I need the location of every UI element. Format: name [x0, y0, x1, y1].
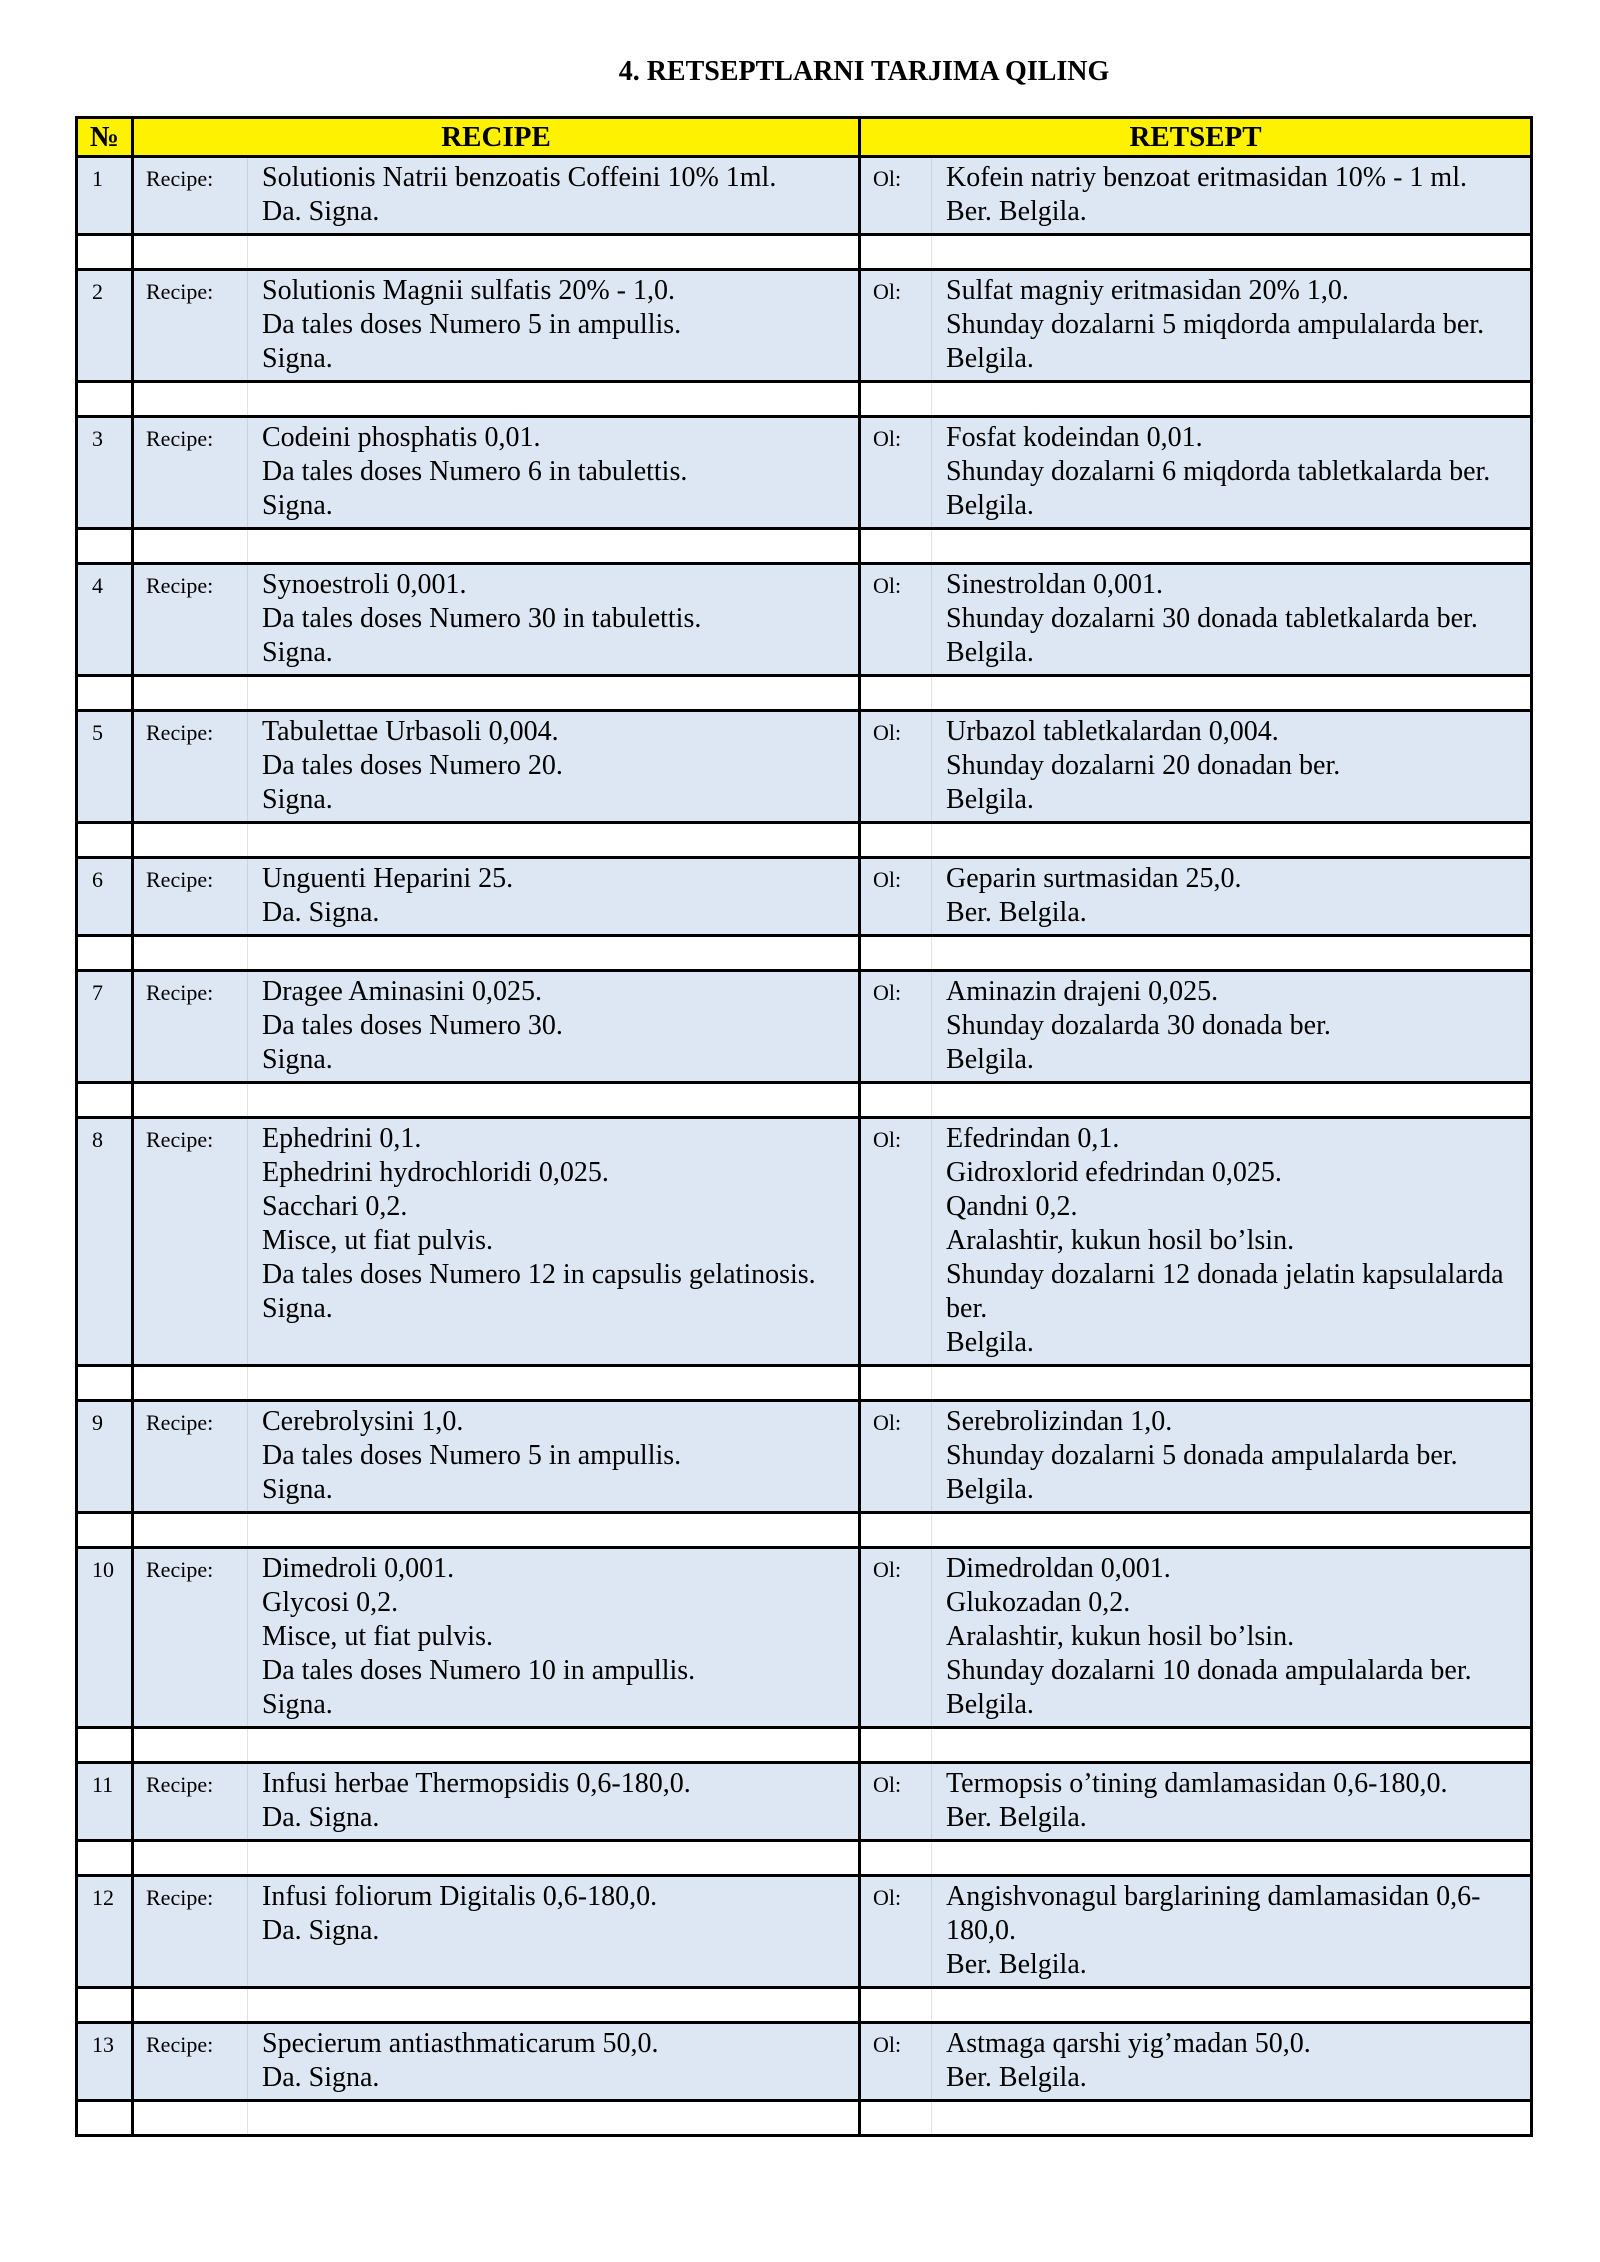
- recipe-line: Solutionis Magnii sulfatis 20% - 1,0.: [262, 275, 675, 306]
- page-title: 4. RETSEPTLARNI TARJIMA QILING: [618, 56, 1110, 87]
- empty-cell: [133, 235, 248, 270]
- table-row: [77, 2023, 1532, 2101]
- recipe-text: [248, 157, 860, 235]
- table-row: [77, 1548, 1532, 1728]
- empty-cell: [248, 529, 860, 564]
- empty-cell: [860, 1083, 932, 1118]
- empty-cell: [248, 823, 860, 858]
- table-row: [77, 417, 1532, 529]
- retsept-line: Aminazin drajeni 0,025.: [946, 976, 1219, 1007]
- retsept-line: Belgila.: [946, 1327, 1034, 1358]
- spacer-row: [77, 382, 1532, 417]
- retsept-line: Sulfat magniy eritmasidan 20% 1,0.: [946, 275, 1349, 306]
- empty-cell: [133, 2101, 248, 2136]
- retsept-line: Belgila.: [946, 1689, 1034, 1720]
- recipe-line: Da. Signa.: [262, 897, 380, 928]
- row-number: 2: [77, 270, 133, 382]
- retsept-line: Shunday dozalarni 5 miqdorda ampulalarda ber.: [946, 309, 1485, 340]
- empty-cell: [932, 676, 1532, 711]
- empty-cell: [932, 2101, 1532, 2136]
- recipe-line: Signa.: [262, 1689, 333, 1720]
- empty-cell: [860, 823, 932, 858]
- retsept-label: Ol:: [860, 711, 932, 823]
- retsept-line: Aralashtir, kukun hosil bo’lsin.: [946, 1225, 1295, 1256]
- recipe-line: Solutionis Natrii benzoatis Coffeini 10% 1ml.: [262, 162, 777, 193]
- retsept-line: Dimedroldan 0,001.: [946, 1553, 1171, 1584]
- header-number: №: [77, 118, 133, 157]
- spacer-row: [77, 823, 1532, 858]
- empty-cell: [133, 676, 248, 711]
- retsept-line: Gidroxlorid efedrindan 0,025.: [946, 1157, 1282, 1188]
- recipe-line: Specierum antiasthmaticarum 50,0.: [262, 2028, 659, 2059]
- recipe-line: Sacchari 0,2.: [262, 1191, 408, 1222]
- recipe-line: Da tales doses Numero 6 in tabulettis.: [262, 456, 688, 487]
- empty-cell: [77, 823, 133, 858]
- retsept-line: Belgila.: [946, 1044, 1034, 1075]
- empty-cell: [860, 382, 932, 417]
- recipe-label: Recipe:: [133, 858, 248, 936]
- empty-cell: [248, 1083, 860, 1118]
- recipe-label: Recipe:: [133, 417, 248, 529]
- recipe-label: Recipe:: [133, 1876, 248, 1988]
- recipe-line: Ephedrini hydrochloridi 0,025.: [262, 1157, 609, 1188]
- retsept-line: Fosfat kodeindan 0,01.: [946, 422, 1203, 453]
- empty-cell: [248, 2101, 860, 2136]
- empty-cell: [133, 936, 248, 971]
- empty-cell: [77, 1366, 133, 1401]
- recipe-line: Da tales doses Numero 12 in capsulis gelatinosis.: [262, 1259, 816, 1290]
- retsept-text: [932, 2023, 1532, 2101]
- retsept-line: Efedrindan 0,1.: [946, 1123, 1120, 1154]
- spacer-row: [77, 2101, 1532, 2136]
- recipe-line: Signa.: [262, 784, 333, 815]
- empty-cell: [133, 1083, 248, 1118]
- recipe-line: Da. Signa.: [262, 196, 380, 227]
- empty-cell: [248, 1728, 860, 1763]
- retsept-line: Termopsis o’tining damlamasidan 0,6-180,0.: [946, 1768, 1448, 1799]
- recipe-label: Recipe:: [133, 2023, 248, 2101]
- empty-cell: [77, 676, 133, 711]
- empty-cell: [133, 1366, 248, 1401]
- recipe-text: [248, 1548, 860, 1728]
- table-row: [77, 270, 1532, 382]
- recipe-line: Da tales doses Numero 30.: [262, 1010, 563, 1041]
- empty-cell: [932, 529, 1532, 564]
- retsept-line: Aralashtir, kukun hosil bo’lsin.: [946, 1621, 1295, 1652]
- empty-cell: [860, 1841, 932, 1876]
- retsept-line: Shunday dozalarni 5 donada ampulalarda ber.: [946, 1440, 1458, 1471]
- empty-cell: [133, 823, 248, 858]
- empty-cell: [860, 676, 932, 711]
- spacer-row: [77, 235, 1532, 270]
- retsept-line: Ber. Belgila.: [946, 196, 1087, 227]
- recipe-text: [248, 1763, 860, 1841]
- empty-cell: [932, 382, 1532, 417]
- recipe-text: [248, 2023, 860, 2101]
- row-number: 12: [77, 1876, 133, 1988]
- retsept-line: Sinestroldan 0,001.: [946, 569, 1164, 600]
- row-number: 3: [77, 417, 133, 529]
- row-number: 13: [77, 2023, 133, 2101]
- empty-cell: [77, 1513, 133, 1548]
- recipe-line: Signa.: [262, 343, 333, 374]
- spacer-row: [77, 1083, 1532, 1118]
- retsept-text: [932, 157, 1532, 235]
- retsept-line: Geparin surtmasidan 25,0.: [946, 863, 1242, 894]
- retsept-text: [932, 270, 1532, 382]
- retsept-label: Ol:: [860, 971, 932, 1083]
- recipe-line: Signa.: [262, 637, 333, 668]
- recipe-line: Unguenti Heparini 25.: [262, 863, 514, 894]
- recipe-line: Da. Signa.: [262, 1802, 380, 1833]
- retsept-line: Shunday dozalarni 6 miqdorda tabletkalarda ber.: [946, 456, 1491, 487]
- retsept-line: Belgila.: [946, 637, 1034, 668]
- recipe-line: Signa.: [262, 1474, 333, 1505]
- row-number: 5: [77, 711, 133, 823]
- spacer-row: [77, 1988, 1532, 2023]
- empty-cell: [77, 235, 133, 270]
- retsept-line: Shunday dozalarni 12 donada jelatin kapsulalarda ber.: [946, 1259, 1504, 1324]
- recipe-text: [248, 270, 860, 382]
- empty-cell: [932, 1366, 1532, 1401]
- empty-cell: [932, 936, 1532, 971]
- retsept-label: Ol:: [860, 2023, 932, 2101]
- recipe-text: [248, 711, 860, 823]
- retsept-line: Qandni 0,2.: [946, 1191, 1078, 1222]
- empty-cell: [932, 1841, 1532, 1876]
- retsept-line: Urbazol tabletkalardan 0,004.: [946, 716, 1279, 747]
- row-number: 8: [77, 1118, 133, 1366]
- retsept-label: Ol:: [860, 1876, 932, 1988]
- empty-cell: [932, 1988, 1532, 2023]
- retsept-text: [932, 711, 1532, 823]
- table-row: [77, 1118, 1532, 1366]
- empty-cell: [248, 1513, 860, 1548]
- recipe-label: Recipe:: [133, 1763, 248, 1841]
- recipe-label: Recipe:: [133, 971, 248, 1083]
- retsept-text: [932, 417, 1532, 529]
- empty-cell: [77, 1988, 133, 2023]
- empty-cell: [133, 529, 248, 564]
- empty-cell: [932, 1083, 1532, 1118]
- recipe-line: Infusi herbae Thermopsidis 0,6-180,0.: [262, 1768, 691, 1799]
- table-row: [77, 1401, 1532, 1513]
- empty-cell: [77, 1083, 133, 1118]
- retsept-line: Ber. Belgila.: [946, 1949, 1087, 1980]
- recipe-line: Da tales doses Numero 20.: [262, 750, 563, 781]
- spacer-row: [77, 529, 1532, 564]
- retsept-text: [932, 1876, 1532, 1988]
- empty-cell: [860, 2101, 932, 2136]
- retsept-line: Belgila.: [946, 1474, 1034, 1505]
- row-number: 9: [77, 1401, 133, 1513]
- row-number: 7: [77, 971, 133, 1083]
- empty-cell: [77, 529, 133, 564]
- empty-cell: [133, 1513, 248, 1548]
- recipe-label: Recipe:: [133, 270, 248, 382]
- spacer-row: [77, 936, 1532, 971]
- recipe-line: Da tales doses Numero 30 in tabulettis.: [262, 603, 702, 634]
- header-row: [77, 118, 1532, 157]
- empty-cell: [932, 1513, 1532, 1548]
- table-row: [77, 858, 1532, 936]
- retsept-label: Ol:: [860, 157, 932, 235]
- retsept-line: Serebrolizindan 1,0.: [946, 1406, 1173, 1437]
- recipe-text: [248, 1876, 860, 1988]
- table-row: [77, 1876, 1532, 1988]
- row-number: 10: [77, 1548, 133, 1728]
- recipe-label: Recipe:: [133, 1548, 248, 1728]
- recipe-line: Da. Signa.: [262, 2062, 380, 2093]
- retsept-line: Belgila.: [946, 784, 1034, 815]
- spacer-row: [77, 1841, 1532, 1876]
- retsept-label: Ol:: [860, 1401, 932, 1513]
- spacer-row: [77, 676, 1532, 711]
- retsept-line: Belgila.: [946, 343, 1034, 374]
- row-number: 4: [77, 564, 133, 676]
- empty-cell: [932, 235, 1532, 270]
- recipe-text: [248, 971, 860, 1083]
- recipe-text: [248, 858, 860, 936]
- retsept-line: Ber. Belgila.: [946, 897, 1087, 928]
- recipe-line: Cerebrolysini 1,0.: [262, 1406, 464, 1437]
- empty-cell: [77, 936, 133, 971]
- recipe-text: [248, 417, 860, 529]
- retsept-text: [932, 1118, 1532, 1366]
- recipe-text: [248, 1401, 860, 1513]
- empty-cell: [248, 235, 860, 270]
- table-row: [77, 711, 1532, 823]
- empty-cell: [77, 1728, 133, 1763]
- retsept-label: Ol:: [860, 1763, 932, 1841]
- recipe-line: Signa.: [262, 1044, 333, 1075]
- retsept-line: Belgila.: [946, 490, 1034, 521]
- empty-cell: [248, 936, 860, 971]
- retsept-text: [932, 1401, 1532, 1513]
- retsept-line: Shunday dozalarni 20 donadan ber.: [946, 750, 1341, 781]
- retsept-text: [932, 564, 1532, 676]
- empty-cell: [860, 1513, 932, 1548]
- empty-cell: [77, 1841, 133, 1876]
- retsept-label: Ol:: [860, 417, 932, 529]
- retsept-line: Ber. Belgila.: [946, 1802, 1087, 1833]
- table-row: [77, 1763, 1532, 1841]
- recipe-table: [75, 116, 1533, 2137]
- table-row: [77, 971, 1532, 1083]
- recipe-line: Da tales doses Numero 10 in ampullis.: [262, 1655, 696, 1686]
- recipe-line: Signa.: [262, 1293, 333, 1324]
- recipe-line: Dimedroli 0,001.: [262, 1553, 455, 1584]
- recipe-line: Codeini phosphatis 0,01.: [262, 422, 541, 453]
- retsept-label: Ol:: [860, 564, 932, 676]
- row-number: 1: [77, 157, 133, 235]
- table-row: [77, 564, 1532, 676]
- empty-cell: [860, 1988, 932, 2023]
- retsept-line: Kofein natriy benzoat eritmasidan 10% - 1 ml.: [946, 162, 1467, 193]
- recipe-line: Da tales doses Numero 5 in ampullis.: [262, 309, 682, 340]
- empty-cell: [248, 1988, 860, 2023]
- retsept-label: Ol:: [860, 858, 932, 936]
- empty-cell: [248, 1841, 860, 1876]
- empty-cell: [860, 235, 932, 270]
- recipe-line: Glycosi 0,2.: [262, 1587, 399, 1618]
- recipe-label: Recipe:: [133, 1118, 248, 1366]
- recipe-line: Tabulettae Urbasoli 0,004.: [262, 716, 559, 747]
- empty-cell: [860, 529, 932, 564]
- empty-cell: [133, 1728, 248, 1763]
- retsept-line: Shunday dozalarni 10 donada ampulalarda ber.: [946, 1655, 1472, 1686]
- retsept-text: [932, 858, 1532, 936]
- recipe-line: Ephedrini 0,1.: [262, 1123, 422, 1154]
- retsept-label: Ol:: [860, 1548, 932, 1728]
- recipe-line: Synoestroli 0,001.: [262, 569, 467, 600]
- recipe-label: Recipe:: [133, 157, 248, 235]
- retsept-line: Ber. Belgila.: [946, 2062, 1087, 2093]
- spacer-row: [77, 1513, 1532, 1548]
- recipe-line: Signa.: [262, 490, 333, 521]
- retsept-label: Ol:: [860, 1118, 932, 1366]
- retsept-line: Shunday dozalarni 30 donada tabletkalarda ber.: [946, 603, 1478, 634]
- spacer-row: [77, 1366, 1532, 1401]
- retsept-text: [932, 971, 1532, 1083]
- empty-cell: [248, 382, 860, 417]
- retsept-line: Glukozadan 0,2.: [946, 1587, 1131, 1618]
- table-row: [77, 157, 1532, 235]
- recipe-label: Recipe:: [133, 711, 248, 823]
- retsept-text: [932, 1763, 1532, 1841]
- recipe-label: Recipe:: [133, 1401, 248, 1513]
- empty-cell: [860, 1366, 932, 1401]
- retsept-line: Angishvonagul barglarining damlamasidan 0,6-180,0.: [946, 1881, 1481, 1946]
- recipe-line: Da tales doses Numero 5 in ampullis.: [262, 1440, 682, 1471]
- empty-cell: [248, 676, 860, 711]
- recipe-line: Dragee Aminasini 0,025.: [262, 976, 542, 1007]
- recipe-text: [248, 1118, 860, 1366]
- empty-cell: [133, 1988, 248, 2023]
- spacer-row: [77, 1728, 1532, 1763]
- recipe-line: Misce, ut fiat pulvis.: [262, 1621, 493, 1652]
- row-number: 11: [77, 1763, 133, 1841]
- recipe-line: Misce, ut fiat pulvis.: [262, 1225, 493, 1256]
- recipe-label: Recipe:: [133, 564, 248, 676]
- retsept-label: Ol:: [860, 270, 932, 382]
- retsept-line: Shunday dozalarda 30 donada ber.: [946, 1010, 1331, 1041]
- empty-cell: [932, 823, 1532, 858]
- recipe-line: Infusi foliorum Digitalis 0,6-180,0.: [262, 1881, 658, 1912]
- empty-cell: [77, 382, 133, 417]
- empty-cell: [133, 382, 248, 417]
- empty-cell: [248, 1366, 860, 1401]
- recipe-line: Da. Signa.: [262, 1915, 380, 1946]
- header-retsept: RETSEPT: [860, 118, 1532, 157]
- empty-cell: [860, 1728, 932, 1763]
- empty-cell: [932, 1728, 1532, 1763]
- empty-cell: [133, 1841, 248, 1876]
- empty-cell: [77, 2101, 133, 2136]
- row-number: 6: [77, 858, 133, 936]
- recipe-text: [248, 564, 860, 676]
- retsept-line: Astmaga qarshi yig’madan 50,0.: [946, 2028, 1311, 2059]
- retsept-text: [932, 1548, 1532, 1728]
- empty-cell: [860, 936, 932, 971]
- header-recipe: RECIPE: [133, 118, 860, 157]
